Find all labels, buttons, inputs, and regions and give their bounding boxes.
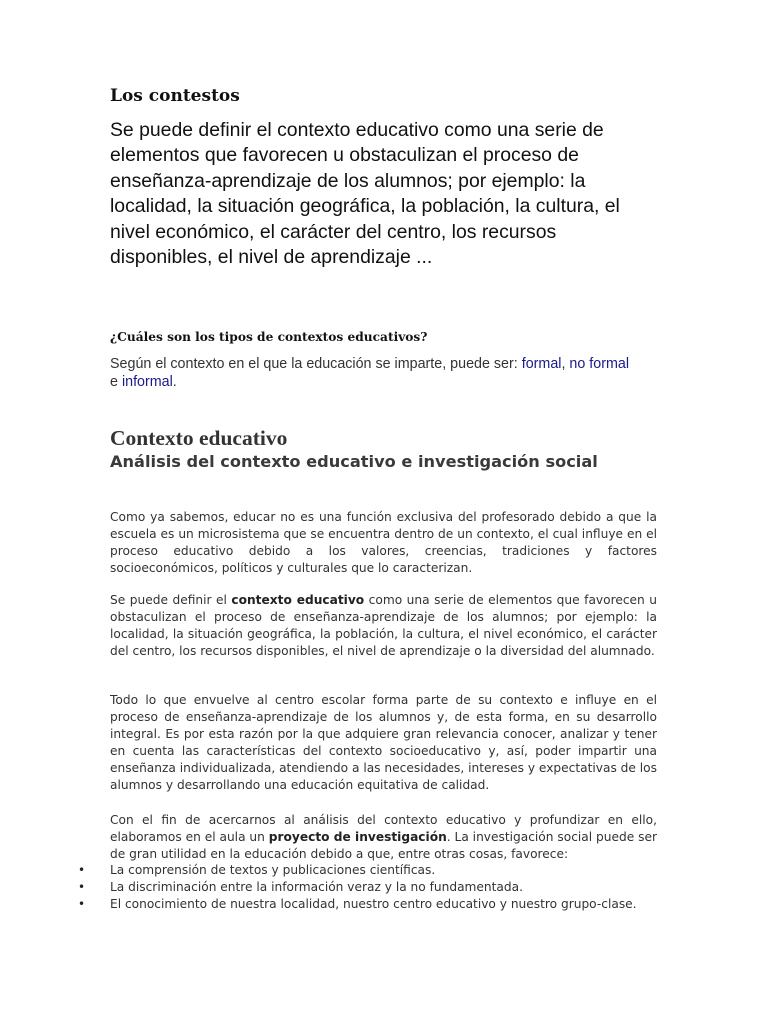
bold-term-proyecto-investigacion: proyecto de investigación <box>268 830 447 845</box>
answer-prefix: Según el contexto en el que la educación se imparte, puede ser: <box>110 356 522 372</box>
article-paragraph-2 <box>110 592 657 660</box>
list-item-text: La discriminación entre la información veraz y la no fundamentada. <box>110 880 523 895</box>
bold-term-contexto-educativo: contexto educativo <box>231 593 365 607</box>
paragraph-4-start: Con el fin de acercarnos al análisis del contexto educativo y profundizar en ello, elaboramos en el aula un <box>110 813 657 845</box>
benefits-list <box>78 862 657 913</box>
link-no-formal[interactable]: no formal <box>569 356 630 372</box>
list-item-text: El conocimiento de nuestra localidad, nuestro centro educativo y nuestro grupo-clase. <box>110 897 637 912</box>
article-paragraph-1: Como ya sabemos, educar no es una función exclusiva del profesorado debido a que la escuela es un microsistema que se encuentra dentro de un contexto, el cual influye en el proceso educativo debido a los valores, creencias, tradiciones y factores socioeconómicos, políticos y culturales que lo caracterizan. <box>110 510 657 576</box>
answer-separator-1: , <box>561 356 570 372</box>
bullet-icon: • <box>78 897 86 912</box>
bullet-icon: • <box>78 863 86 877</box>
answer-suffix: . <box>172 373 177 390</box>
question-heading: ¿Cuáles son los tipos de contextos educativos? <box>110 330 428 344</box>
answer-paragraph <box>110 356 630 391</box>
answer-separator-2: e <box>110 373 122 390</box>
article-paragraph-4 <box>110 812 657 863</box>
list-item-text: La comprensión de textos y publicaciones científicas. <box>110 863 436 877</box>
article-subheading: Análisis del contexto educativo e investigación social <box>110 452 598 471</box>
bullet-icon: • <box>78 880 86 895</box>
paragraph-2-start: Se puede definir el <box>110 593 232 607</box>
list-item <box>78 879 657 896</box>
list-item <box>78 862 657 879</box>
lead-paragraph: Se puede definir el contexto educativo como una serie de elementos que favorecen u obstaculizan el proceso de enseñanza-aprendizaje de los alumnos; por ejemplo: la localidad, la situación geográfica, la población, la cultura, el nivel económico, el carácter del centro, los recursos disponibles, el nivel de aprendizaje ... <box>110 119 620 269</box>
list-item <box>78 896 657 913</box>
link-formal[interactable]: formal <box>521 356 562 372</box>
paragraph-4-end: . La investigación social puede ser de gran utilidad en la educación debido a que, entre otras cosas, favorece: <box>110 830 657 862</box>
section-title: Los contestos <box>110 86 240 106</box>
article-paragraph-3: Todo lo que envuelve al centro escolar forma parte de su contexto e influye en el proceso de enseñanza-aprendizaje de los alumnos y, de esta forma, en su desarrollo integral. Es por esta razón por la que adquiere gran relevancia conocer, analizar y tener en cuenta las características del contexto socioeducativo y, así, poder impartir una enseñanza individualizada, atendiendo a las necesidades, intereses y expectativas de los alumnos y desarrollando una educación equitativa de calidad. <box>110 693 657 793</box>
paragraph-2-end: como una serie de elementos que favorecen u obstaculizan el proceso de enseñanza-aprendizaje de los alumnos; por ejemplo: la localidad, la situación geográfica, la población, la cultura, el nivel económico, el carácter del centro, los recursos disponibles, el nivel de aprendizaje o la diversidad del alumnado. <box>110 593 657 659</box>
article-heading: Contexto educativo <box>110 426 288 450</box>
link-informal[interactable]: informal <box>121 373 173 390</box>
